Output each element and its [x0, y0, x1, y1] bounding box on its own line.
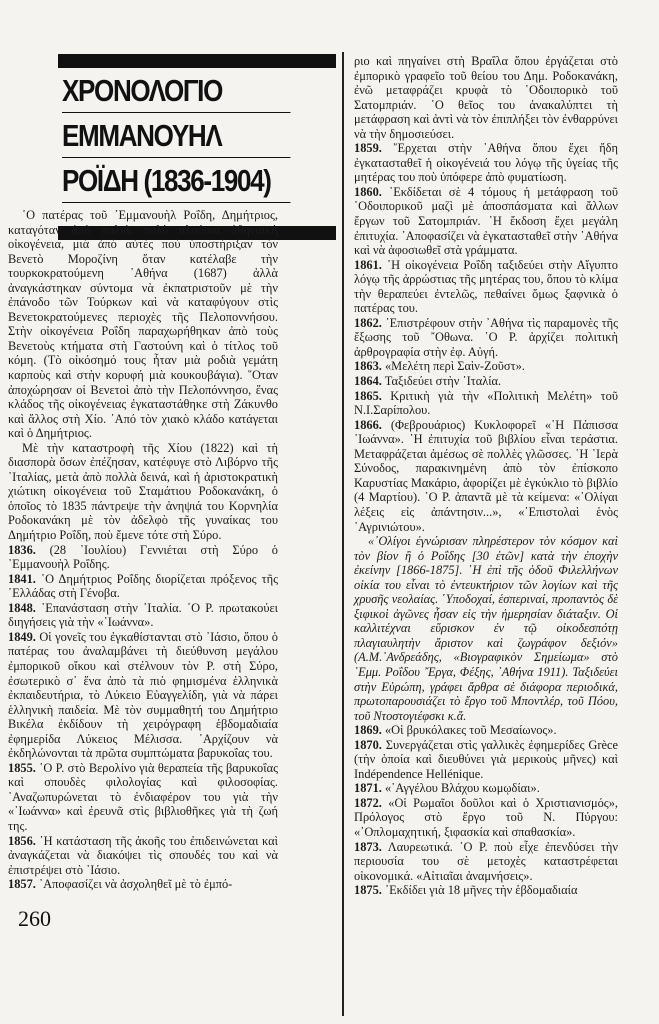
title-line-2: ΕΜΜΑΝΟΥΗΛ	[62, 117, 290, 158]
top-black-rule	[58, 54, 336, 68]
chronology-entry: 1862. ᾿Επιστρέφουν στὴν ᾿Αθήνα τὶς παραμονὲς τῆς ἔξωσης τοῦ ῎Οθωνα. ῾Ο Ρ. ἀρχίζει πολιτικὴ ἀρθρογραφία στὴν ἐφ. Αὐγή.	[354, 315, 618, 359]
chronology-entry: 1848. ᾿Επανάσταση στὴν ᾿Ιταλία. ῾Ο Ρ. πρωτακούει διηγήσεις γιὰ τὴν «᾿Ιωάννα».	[8, 600, 278, 630]
title-line-3: ΡΟΪΔΗ (1836-1904)	[62, 162, 290, 203]
chronology-entry: 1836. (28 ᾿Ιουλίου) Γεννιέται στὴ Σύρο ὁ ᾿Εμμανουὴλ Ροΐδης.	[8, 542, 278, 572]
chronology-entry: 1866. (Φεβρουάριος) Κυκλοφορεῖ «῾Η Πάπισσα ᾿Ιωάννα». ῾Η ἐπιτυχία τοῦ βιβλίου εἶναι τεράστια. Μεταφράζεται ἀμέσως σὲ πολλὲς γλῶσσες. ῾Η ῾Ιερὰ Σύνοδος, παρακινημένη ἀπὸ τὸν ἐπίσκοπο Καρυστίας Μακάριο, ἀφορίζει μὲ ἐγκύκλιο τὸ βιβλίο (4 Μαρτίου). ῾Ο Ρ. ἀπαντᾶ μὲ τὰ κείμενα: «᾿Ολίγαι λέξεις εἰς ἀπάντησιν...», «᾿Επιστολαὶ ἑνὸς ᾿Αγρινιώτου».	[354, 417, 618, 534]
chronology-entry: 1857. ᾿Αποφασίζει νὰ ἀσχοληθεῖ μὲ τὸ ἐμπό-	[8, 877, 233, 892]
title-line-1: ΧΡΟΝΟΛΟΓΙΟ	[62, 72, 290, 113]
chronology-entry: 1841. ῾Ο Δημήτριος Ροΐδης διορίζεται πρόξενος τῆς ῾Ελλάδας στὴ Γένοβα.	[8, 571, 278, 601]
chronology-entry: 1860. ᾿Εκδίδεται σὲ 4 τόμους ἡ μετάφραση τοῦ ῾Οδοιπορικοῦ μαζὶ μὲ ἀποσπάσματα καὶ ἄλλων ἔργων τοῦ Σατομπριάν. ῾Η ἔκδοση ἔχει μεγάλη ἐπιτυχία. ᾿Αποφασίζει νὰ ἐγκατασταθεῖ στὴν ᾿Αθήνα καὶ νὰ ἀφοσιωθεῖ στὰ γράμματα.	[354, 184, 618, 258]
chronology-entry: 1864. Ταξιδεύει στὴν ᾿Ιταλία.	[354, 374, 502, 389]
chronology-entry: 1865. Κριτικὴ γιὰ τὴν «Πολιτικὴ Μελέτη» τοῦ Ν.Ι.Σαρίπολου.	[354, 388, 618, 418]
quotation: «᾿Ολίγοι ἐγνώρισαν πληρέστερον τὸν κόσμον καὶ τὸν βίον ἢ ὁ Ροΐδης [30 ἐτῶν] κατὰ τὴν ἐποχὴν ἐκείνην [1866-1875]. ῾Η ἐπὶ τῆς ὁδοῦ Φιλελλήνων οἰκία του εἶναι τὸ ἐντευκτήριον τῶν λογίων καὶ τῆς χρυσῆς νεολαίας. ῾Υποδοχαί, ἑσπεριναί, προπαντὸς δὲ ξιφικοὶ ἀγῶνες ἦσαν εἰς τὴν ἡμερησίαν διάταξιν. Οἱ καλλιτέχναι εὕρισκον ἐν τῷ οἰκοδεσπότῃ πλαγιαυλητὴν ἄριστον καὶ ζωγράφον δεξιόν» (Α.Μ.᾿Ανδρεάδης, «Βιογραφικὸν Σημείωμα» στὸ ᾿Εμμ. Ροΐδου ῎Εργα, Φέξης, ᾿Αθήνα 1911). Ταξιδεύει στὴν Εὐρώπη, γράφει ἄρθρα σὲ διάφορα περιοδικά, πρωτοπαρουσιάζει τὸ ἔργο τοῦ Μποντλέρ, τοῦ Πόου, τοῦ Ντοστογιέφσκι κ.ἄ.	[354, 534, 618, 723]
page-title	[62, 72, 334, 207]
chronology-entry: 1873. Λαυρεωτικά. ῾Ο Ρ. ποὺ εἶχε ἐπενδύσει τὴν περιουσία του σὲ μετοχὲς καταστρέφεται οἰκονομικά. «Αἰτιαῖαι ἀναμνήσεις».	[354, 839, 618, 883]
chronology-entry: 1871. «᾿Αγγέλου Βλάχου κωμῳδίαι».	[354, 781, 540, 796]
chronology-entry: 1875. ᾿Εκδίδει γιὰ 18 μῆνες τὴν ἑβδομαδιαία	[354, 883, 578, 898]
chronology-entry: 1869. «Οἱ βρυκόλακες τοῦ Μεσαίωνος».	[354, 723, 557, 738]
paragraph: ῾Ο πατέρας τοῦ ᾿Εμμανουὴλ Ροΐδη, Δημήτριος, καταγόταν ἀπὸ παλιά, πολὺ πλούσια ἀθηναϊκὴ οἰκογένεια, μιὰ ἀπὸ αὐτὲς ποὺ ὑποστήριξαν τὸν Βενετὸ Μοροζίνη ὅταν κατέλαβε τὴν τουρκοκρατούμενη ᾿Αθήνα (1687) ἀλλὰ ἀναγκάστηκαν σύντομα νὰ ἐκπατριστοῦν μὲ τὴν ἐπάνοδο τῶν Τούρκων καὶ νὰ καταφύγουν στὶς Βενετοκρατούμενες περιοχὲς τῆς Πελοποννήσου. Στὴν οἰκογένεια Ροΐδη παραχωρήθηκαν ἀπὸ τοὺς Βενετοὺς κτήματα στὴ Γαστούνη καὶ ὁ τίτλος τοῦ κόμη. (Τὸ οἰκόσημό τους ἦταν μιὰ ροδιὰ γεμάτη καρποὺς καὶ στὴν κορυφή μιὰ κουκουβάγια). ῞Οταν ἀποχώρησαν οἱ Βενετοὶ ἀπὸ τὴν Πελοπόννησο, ἕνας κλάδος τῆς οἰκογένειας ἐγκαταστάθηκε στὴ Ζάκυνθο καὶ ἄλλος στὴ Χίο. ᾿Από τὸν χιακὸ κλάδο κατάγεται καὶ ὁ Δημήτριος.	[8, 208, 278, 441]
chronology-entry: 1855. ῾Ο Ρ. στὸ Βερολίνο γιὰ θεραπεία τῆς βαρυκοΐας καὶ σπουδὲς φιλολογίας καὶ φιλοσοφίας. ᾿Αναζωπυρώνεται τὸ ἐνδιαφέρον του γιὰ τὴν «᾿Ιωάννα» καὶ ἐρευνᾶ στὶς βιβλιοθῆκες γιὰ τὴ ζωή της.	[8, 760, 278, 833]
chronology-entry: ριο καὶ πηγαίνει στὴ Βραΐλα ὅπου ἐργάζεται στὸ ἐμπορικὸ γραφεῖο τοῦ θείου του Δημ. Ροδοκανάκη, ἐνῶ μεταφράζει κρυφὰ τὸ ῾Οδοιπορικὸ τοῦ Σατομπριάν. ῾Ο θεῖος του ἀνακαλύπτει τὴ μετάφραση καὶ ἀντὶ νὰ τὸν ἐπιπλήξει τὸν ἐνθαρρύνει νὰ τὴν δημοσιεύσει.	[354, 54, 618, 141]
page-number: 260	[18, 906, 51, 931]
right-text-column	[354, 54, 618, 898]
chronology-entry: 1849. Οἱ γονεῖς του ἐγκαθίστανται στὸ ᾿Ιάσιο, ὅπου ὁ πατέρας του ἀναλαμβάνει τὴ διεύθυνση μεγάλου ἐμπορικοῦ οἴκου καὶ στέλνουν τὸν Ρ. στὴ Σύρο, ἐσωτερικὸ σ᾿ ἕνα ἀπὸ τὰ πιὸ φημισμένα ἑλληνικὰ ἐκπαιδευτήρια, τὸ Λύκειο Εὐαγγελίδη, γιὰ νὰ πάρει ἑλληνικὴ παιδεία. Μὲ τὸν συμμαθητή του Δημήτριο Βικέλα ἐκδίδουν τὴ χειρόγραφη ἑβδομαδιαία ἐφημερίδα Λύκειος Μέλισσα. ᾿Αρχίζουν νὰ ἐκδηλώνονται τὰ πρῶτα συμπτώματα βαρυκοΐας του.	[8, 629, 278, 761]
chronology-entry: 1863. «Μελέτη περὶ Σαὶν-Ζοῦστ».	[354, 359, 525, 374]
chronology-entry: 1861. ῾Η οἰκογένεια Ροΐδη ταξιδεύει στὴν Αἴγυπτο λόγῳ τῆς ἀρρώστιας τῆς μητέρας του, ὅπου τὸ κλίμα τὴν θεραπεύει ἐντελῶς, πεθαίνει ὅμως ξαφνικὰ ὁ πατέρας του.	[354, 257, 618, 316]
column-divider	[342, 52, 344, 1016]
left-text-column	[8, 208, 278, 892]
chronology-entry: 1856. ῾Η κατάσταση τῆς ἀκοῆς του ἐπιδεινώνεται καὶ ἀναγκάζεται νὰ διακόψει τὶς σπουδές του καὶ νὰ ἐπιστρέψει στὸ ᾿Ιάσιο.	[8, 833, 278, 877]
paragraph: Μὲ τὴν καταστροφὴ τῆς Χίου (1822) καὶ τὴ διασπορὰ ὅσων ἐπέζησαν, κατέφυγε στὸ Λιβόρνο τῆς ᾿Ιταλίας, μετὰ ἀπὸ πολλὰ δεινά, καὶ ἡ ἀριστοκρατικὴ χιώτικη οἰκογένεια τοῦ Σταμάτιου Ροδοκανάκη, ὁ ὁποῖος τὸ 1835 πάντρεψε τὴν ἀνηψιά του Κορνηλία Ροδοκανάκη μὲ τὸν ἀδελφὸ τῆς γυναίκας του Δημήτριο Ροΐδη, ποὺ ἔμενε τότε στὴ Σύρο.	[8, 440, 278, 543]
chronology-entry: 1859. ῎Ερχεται στὴν ᾿Αθήνα ὅπου ἔχει ἤδη ἐγκατασταθεῖ ἡ οἰκογένειά του λόγῳ τῆς ὑγείας τῆς μητέρας του ποὺ ὑπόφερε ἀπὸ φυματίωση.	[354, 141, 618, 185]
chronology-entry: 1872. «Οἱ Ρωμαῖοι δοῦλοι καὶ ὁ Χριστιανισμός», Πρόλογος στὸ ἔργο τοῦ Ν. Πύργου: «᾿Οπλομαχητική, ξιφασκία καὶ σπαθασκία».	[354, 795, 618, 839]
chronology-entry: 1870. Συνεργάζεται στὶς γαλλικὲς ἐφημερίδες Grèce (τὴν ὁποία καὶ διευθύνει γιὰ μερικοὺς μῆνες) καὶ Indépendence Hellénique.	[354, 737, 618, 781]
